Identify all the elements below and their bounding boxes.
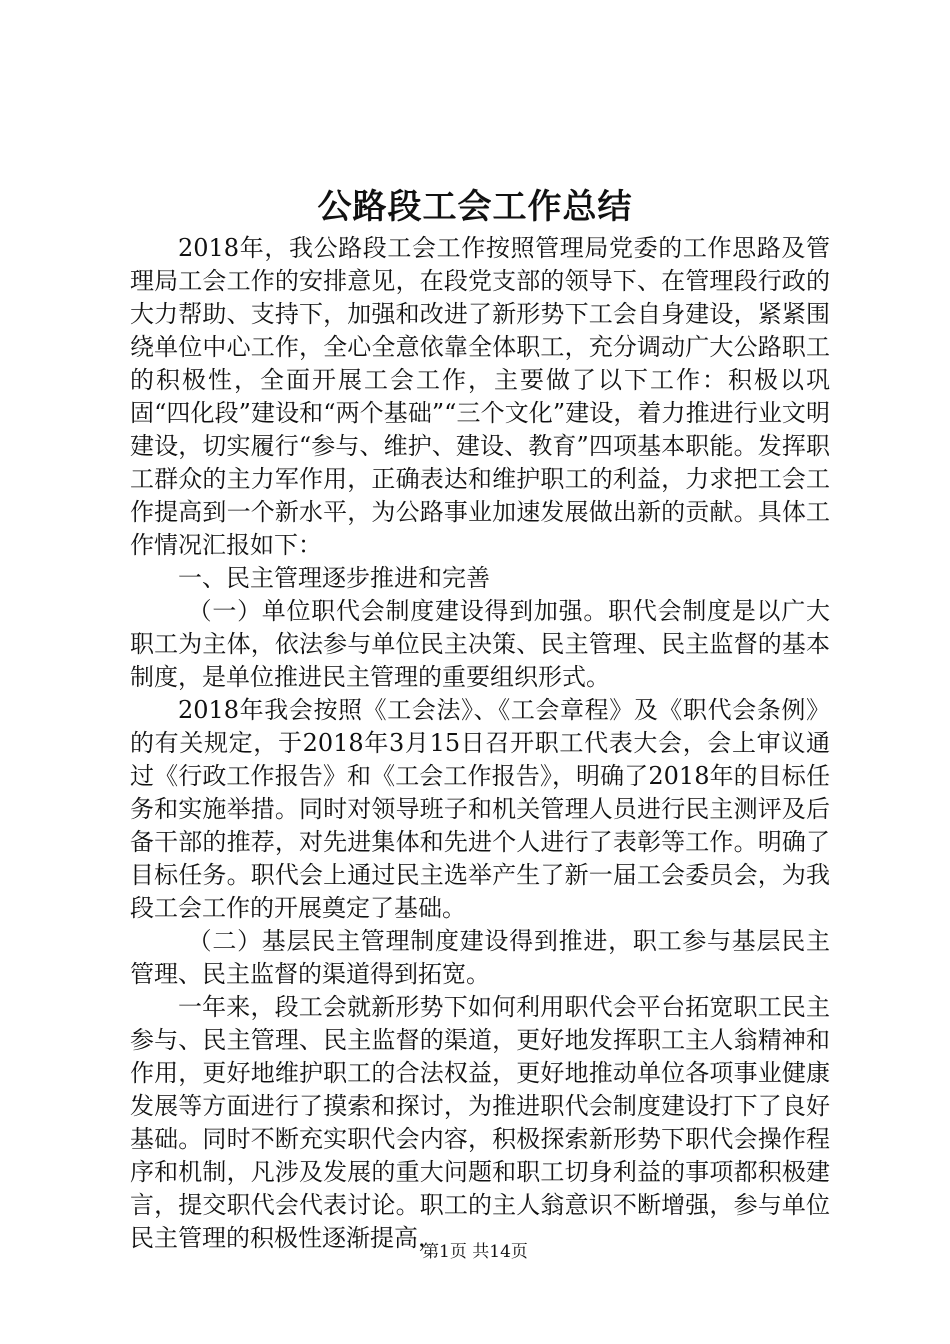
document-title: 公路段工会工作总结 — [317, 187, 633, 227]
subsection-heading-2: （二）基层民主管理制度建设得到推进，职工参与基层民主管理、民主监督的渠道得到拓宽。 — [130, 927, 830, 988]
document-body — [130, 232, 830, 1255]
paragraph-congress: 2018年我会按照《工会法》、《工会章程》及《职代会条例》的有关规定，于2018年3月15日召开职工代表大会，会上审议通过《行政工作报告》和《工会工作报告》，明确了2018年的目标任务和实施举措。同时对领导班子和机关管理人员进行民主测评及后备干部的推荐，对先进集体和先进个人进行了表彰等工作。明确了目标任务。职代会上通过民主选举产生了新一届工会委员会，为我段工会工作的开展奠定了基础。 — [130, 696, 830, 922]
paragraph-year-review: 一年来，段工会就新形势下如何利用职代会平台拓宽职工民主参与、民主管理、民主监督的渠道，更好地发挥职工主人翁精神和作用，更好地维护职工的合法权益，更好地推动单位各项事业健康发展等方面进行了摸索和探讨，为推进职代会制度建设打下了良好基础。同时不断充实职代会内容，积极探索新形势下职代会操作程序和机制，凡涉及发展的重大问题和职工切身利益的事项都积极建言，提交职代会代表讨论。职工的主人翁意识不断增强，参与单位民主管理的积极性逐渐提高， — [130, 993, 830, 1252]
subsection-heading-1: （一）单位职代会制度建设得到加强。职代会制度是以广大职工为主体，依法参与单位民主决策、民主管理、民主监督的基本制度，是单位推进民主管理的重要组织形式。 — [130, 597, 830, 691]
section-heading-1: 一、民主管理逐步推进和完善 — [178, 564, 490, 592]
page-footer: 第1页 共14页 — [422, 1242, 528, 1262]
paragraph-intro: 2018年，我公路段工会工作按照管理局党委的工作思路及管理局工会工作的安排意见，在段党支部的领导下、在管理段行政的大力帮助、支持下，加强和改进了新形势下工会自身建设，紧紧围绕单位中心工作，全心全意依靠全体职工，充分调动广大公路职工的积极性，全面开展工会工作，主要做了以下工作：积极以巩固“四化段”建设和“两个基础”“三个文化”建设，着力推进行业文明建设，切实履行“参与、维护、建设、教育”四项基本职能。发挥职工群众的主力军作用，正确表达和维护职工的利益，力求把工会工作提高到一个新水平，为公路事业加速发展做出新的贡献。具体工作情况汇报如下： — [130, 234, 830, 559]
